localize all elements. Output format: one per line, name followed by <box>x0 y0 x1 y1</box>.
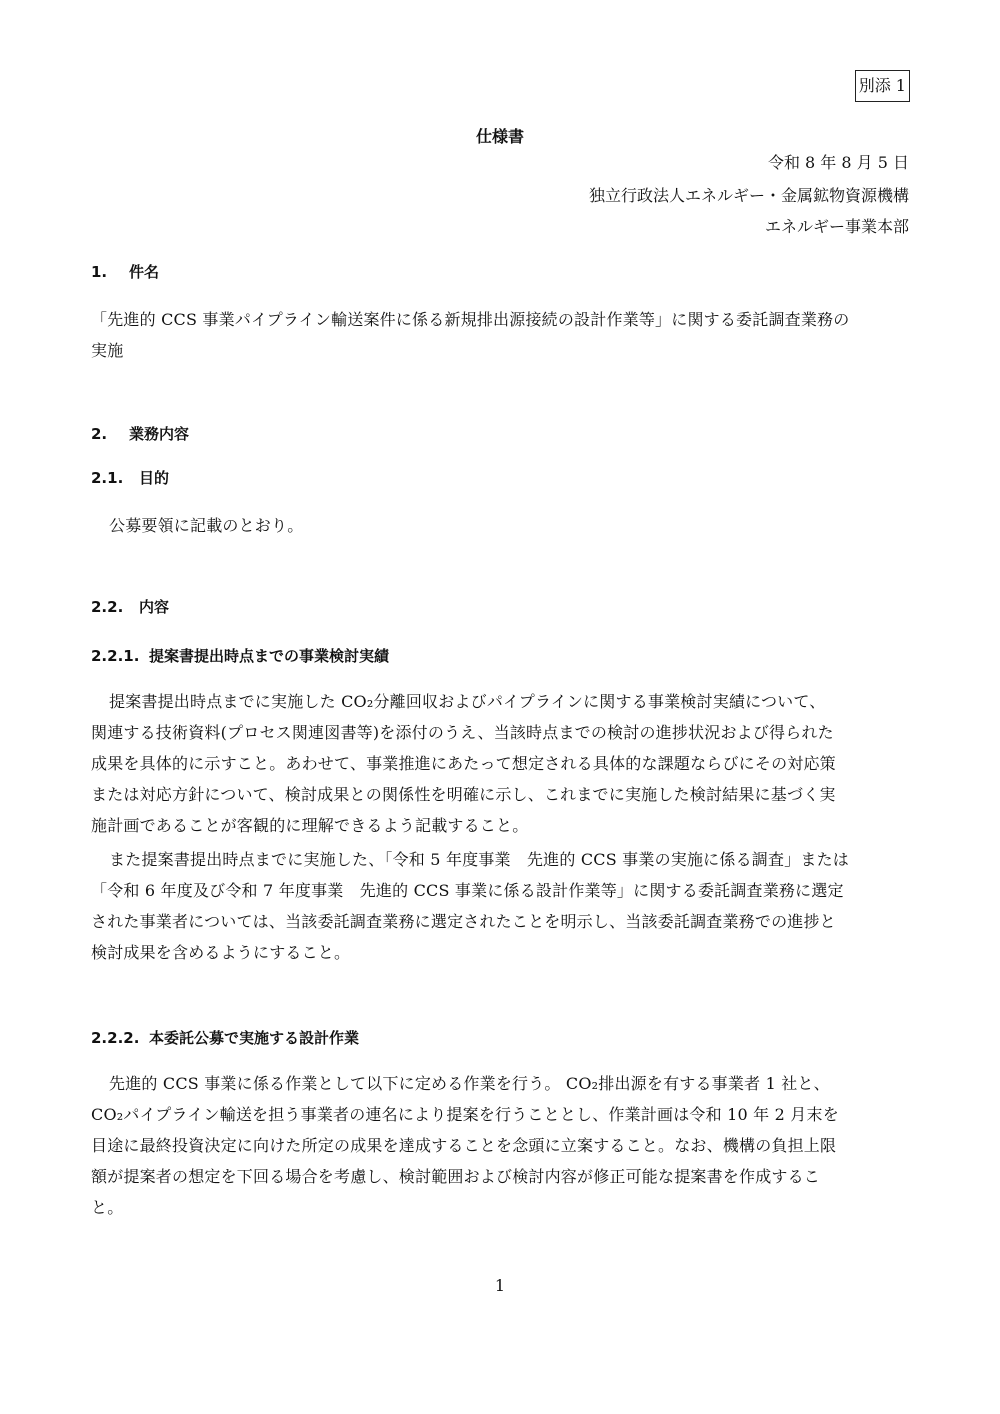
section-2-1-text: 公募要領に記載のとおり。 <box>109 516 304 535</box>
section-2-2-2-title: 本委託公募で実施する設計作業 <box>149 1029 360 1047</box>
page-number: 1 <box>494 1276 506 1295</box>
section-2-2-heading <box>91 594 169 620</box>
section-2-heading <box>91 421 189 447</box>
paragraph-line: 成果を具体的に示すこと。あわせて、事業推進にあたって想定される具体的な課題ならびにその対応策 <box>91 754 836 773</box>
paragraph-line: と。 <box>91 1198 124 1217</box>
annex-label: 別添 1 <box>855 70 910 102</box>
paragraph-line: 「令和 6 年度及び令和 7 年度事業 先進的 CCS 事業に係る設計作業等」に関する委託調査業務に選定 <box>91 881 844 900</box>
section-2-1-heading <box>91 465 169 491</box>
paragraph-line: 目途に最終投資決定に向けた所定の成果を達成することを念頭に立案すること。なお、機構の負担上限 <box>91 1136 837 1155</box>
section-2-2-1-number: 2.2.1. <box>91 647 140 665</box>
paragraph-line: 検討成果を含めるようにすること。 <box>91 943 351 962</box>
section-2-2-2-number: 2.2.2. <box>91 1029 140 1047</box>
section-1-title: 件名 <box>129 263 160 281</box>
paragraph-line: 先進的 CCS 事業に係る作業として以下に定める作業を行う。 CO₂排出源を有する事業者 1 社と、 <box>109 1074 830 1093</box>
paragraph-line: 関連する技術資料(プロセス関連図書等)を添付のうえ、当該時点までの検討の進捗状況および得られた <box>91 723 834 742</box>
section-2-2-2-paragraph <box>91 1068 909 1223</box>
section-2-2-1-title: 提案書提出時点までの事業検討実績 <box>149 647 390 665</box>
paragraph-line: 施計画であることが客観的に理解できるよう記載すること。 <box>91 816 529 835</box>
paragraph-line: 額が提案者の想定を下回る場合を考慮し、検討範囲および検討内容が修正可能な提案書を作成するこ <box>91 1167 821 1186</box>
paragraph-line: された事業者については、当該委託調査業務に選定されたことを明示し、当該委託調査業務での進捗と <box>91 912 836 931</box>
section-2-1-title: 目的 <box>139 469 170 487</box>
document-title: 仕様書 <box>475 127 524 146</box>
section-1-heading <box>91 259 159 285</box>
section-2-title: 業務内容 <box>129 425 190 443</box>
paragraph-line: CO₂パイプライン輸送を担う事業者の連名により提案を行うこととし、作業計画は令和 10 年 2 月末を <box>91 1105 839 1124</box>
section-2-2-number: 2.2. <box>91 598 124 616</box>
section-2-2-1-paragraph-2 <box>91 844 909 968</box>
section-2-2-2-heading <box>91 1025 359 1051</box>
section-1-line: 実施 <box>91 341 124 360</box>
issuing-organization: 独立行政法人エネルギー・金属鉱物資源機構 <box>588 186 909 205</box>
paragraph-line: または対応方針について、検討成果との関係性を明確に示し、これまでに実施した検討結果に基づく実 <box>91 785 836 804</box>
section-2-1-number: 2.1. <box>91 469 124 487</box>
section-2-2-1-heading <box>91 643 389 669</box>
paragraph-line: 提案書提出時点までに実施した CO₂分離回収およびパイプラインに関する事業検討実績について、 <box>109 692 826 711</box>
section-1-line: 「先進的 CCS 事業パイプライン輸送案件に係る新規排出源接続の設計作業等」に関する委託調査業務の <box>91 310 850 329</box>
section-2-number: 2. <box>91 425 108 443</box>
section-1-body <box>91 304 909 366</box>
issue-date: 令和 8 年 8 月 5 日 <box>767 153 909 172</box>
section-1-number: 1. <box>91 263 108 281</box>
section-2-2-1-paragraph-1 <box>91 686 909 841</box>
issuing-department: エネルギー事業本部 <box>764 217 909 236</box>
section-2-2-title: 内容 <box>139 598 170 616</box>
section-2-1-body <box>91 510 909 541</box>
paragraph-line: また提案書提出時点までに実施した、「令和 5 年度事業 先進的 CCS 事業の実施に係る調査」または <box>109 850 849 869</box>
